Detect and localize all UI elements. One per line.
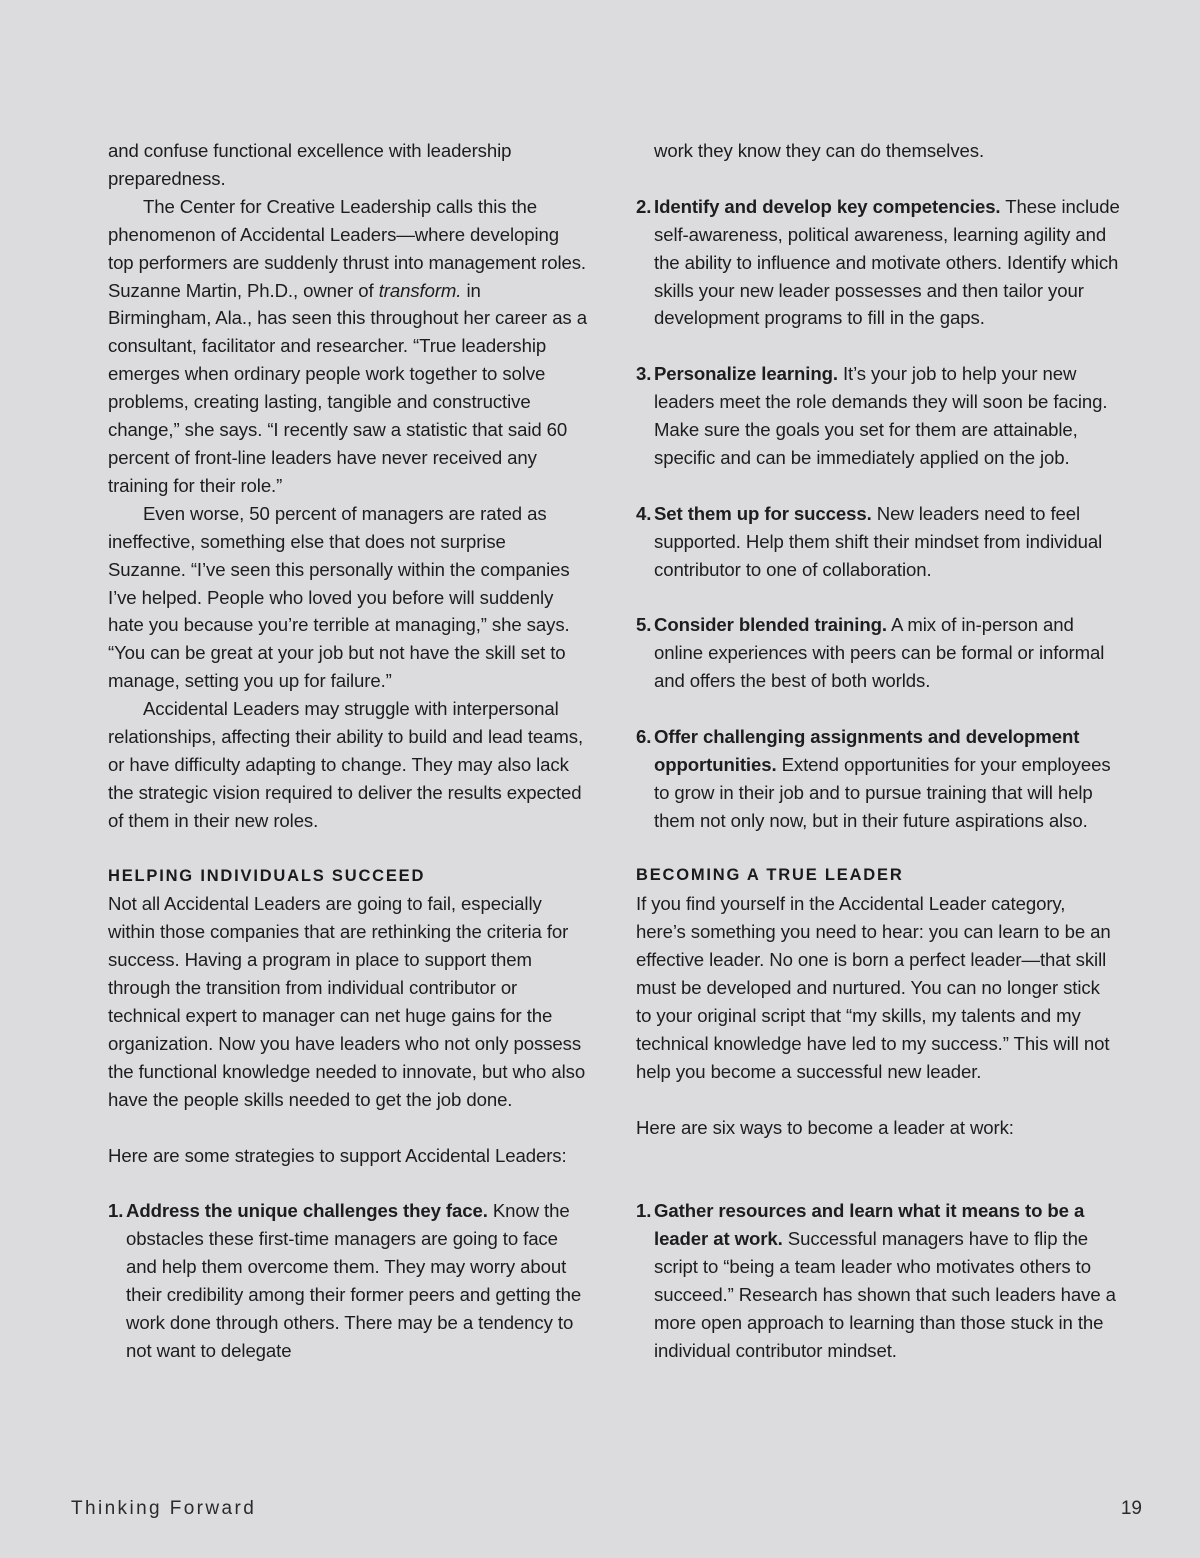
list-number: 3. <box>636 363 652 385</box>
section-heading: BECOMING A TRUE LEADER <box>636 866 904 885</box>
list-item-title: Consider blended training. <box>654 614 887 636</box>
list-item-continued: work they know they can do themselves. <box>654 140 985 161</box>
section-heading: HELPING INDIVIDUALS SUCCEED <box>108 866 426 885</box>
list-item <box>636 193 1120 333</box>
list-item <box>108 1197 588 1364</box>
paragraph-text: The Center for Creative Leadership calls this the phenomenon of Accidental Leaders—where developing top performers are suddenly thrust into management roles. Suzanne Martin, Ph.D., owner of <box>108 195 586 301</box>
paragraph: Even worse, 50 percent of managers are rated as ineffective, something else that does not surprise Suzanne. “I’ve seen this personally within the companies I’ve helped. People who loved you before will suddenly hate you because you’re terrible at managing,” she says. “You can be great at your job but not have the skill set to manage, setting you up for failure.” <box>108 502 570 692</box>
list-number: 1. <box>636 1200 652 1222</box>
list-item <box>636 723 1120 835</box>
paragraph: Here are some strategies to support Accidental Leaders: <box>108 1144 567 1166</box>
strategy-list <box>636 165 1120 863</box>
list-number: 1. <box>108 1200 124 1222</box>
list-item-text: Extend opportunities for your employees to grow in their job and to pursue training that will help them not only now, but in their future aspirations also. <box>654 753 1111 831</box>
list-item-text: These include self-awareness, political awareness, learning agility and the ability to influence and motivate others. Identify which skills your new leader possesses and then tailor your development programs to fill in the gaps. <box>654 195 1120 329</box>
list-item-text: Successful managers have to flip the script to “being a team leader who motivates others to succeed.” Research has shown that such leaders have a more open approach to learning than those stuck in the individual contributor mindset. <box>654 1228 1116 1361</box>
list-item <box>636 1197 1120 1364</box>
list-item-text: Know the obstacles these first-time managers are going to face and help them overcome them. They may worry about their credibility among their former peers and getting the work done through others. There may be a tendency to not want to delegate <box>126 1200 582 1361</box>
paragraph <box>108 193 588 500</box>
paragraph-text: in Birmingham, Ala., has seen this throughout her career as a consultant, facilitator and researcher. “True leadership emerges when ordinary people work together to solve problems, creating lasting, tangible and constructive change,” she says. “I recently saw a statistic that said 60 percent of front-line leaders have never received any training for their role.” <box>108 279 587 496</box>
list-item <box>636 500 1120 584</box>
page-number: 19 <box>1120 1498 1142 1519</box>
list-item-text: New leaders need to feel supported. Help them shift their mindset from individual contributor to one of collaboration. <box>654 502 1103 580</box>
list-item-text: It’s your job to help your new leaders meet the role demands they will soon be facing. Make sure the goals you set for them are attainable, specific and can be immediately applied on the job. <box>654 363 1108 468</box>
list-item-title: Gather resources and learn what it means to be a leader at work. <box>654 1200 1085 1250</box>
list-number: 5. <box>636 614 652 636</box>
paragraph: Accidental Leaders may struggle with interpersonal relationships, affecting their ability to build and lead teams, or have difficulty adapting to change. They may also lack the strategic vision required to deliver the results expected of them in their new roles. <box>108 698 584 831</box>
list-item-title: Personalize learning. <box>654 363 838 385</box>
list-item <box>636 360 1120 472</box>
list-item-title: Address the unique challenges they face. <box>126 1200 488 1222</box>
list-item <box>636 611 1120 695</box>
paragraph: Not all Accidental Leaders are going to fail, especially within those companies that are rethinking the criteria for success. Having a program in place to support them through the transition from individual contributor or technical expert to manager can net huge gains for the organization. Now you have leaders who not only possess the functional knowledge needed to innovate, but who also have the people skills needed to get the job done. <box>108 893 586 1110</box>
list-number: 2. <box>636 195 652 217</box>
paragraph: If you find yourself in the Accidental Leader category, here’s something you need to hear: you can learn to be an effective leader. No one is born a perfect leader—that skill must be developed and nurtured. You can no longer stick to your original script that “my skills, my talents and my technical knowledge have led to my success.” This will not help you become a successful new leader. <box>636 893 1111 1082</box>
list-number: 4. <box>636 502 652 524</box>
list-item-title: Identify and develop key competencies. <box>654 195 1001 217</box>
ways-list <box>636 1169 1120 1364</box>
left-column <box>108 137 588 1365</box>
right-column <box>636 137 1120 1365</box>
list-item-title: Offer challenging assignments and development opportunities. <box>654 725 1080 775</box>
paragraph: Here are six ways to become a leader at work: <box>636 1116 1014 1138</box>
paragraph: and confuse functional excellence with leadership preparedness. <box>108 140 512 189</box>
list-item-title: Set them up for success. <box>654 502 872 524</box>
company-name-italic: transform. <box>378 279 462 301</box>
publication-name: Thinking Forward <box>71 1498 257 1519</box>
list-item-text: A mix of in-person and online experiences with peers can be formal or informal and offers the best of both worlds. <box>654 614 1105 692</box>
list-number: 6. <box>636 725 652 747</box>
